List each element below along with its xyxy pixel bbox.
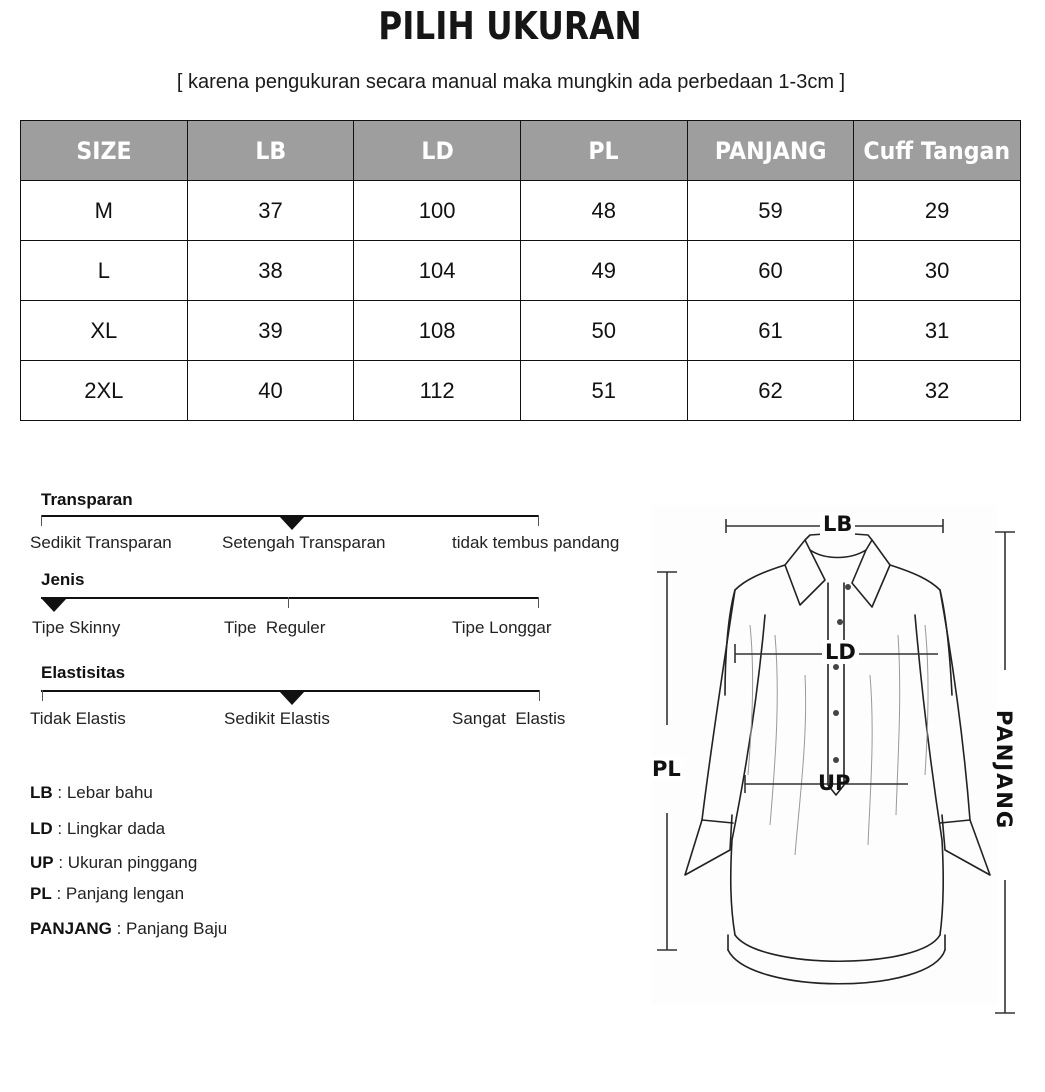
size-table: [20, 120, 1021, 421]
legend-desc: : Lebar bahu: [52, 783, 153, 802]
column-header-pl: PL: [520, 121, 687, 181]
dimension-label-lb: LB: [820, 512, 855, 536]
scale-line: [41, 597, 539, 599]
scale-tick: [539, 690, 540, 701]
dimension-label-pl: PL: [649, 757, 684, 781]
scale-tick: [288, 597, 289, 608]
cell-ld: 104: [354, 241, 521, 301]
column-header-lb: LB: [187, 121, 354, 181]
measurement-note: [ karena pengukuran secara manual maka mungkin ada perbedaan 1-3cm ]: [176, 71, 846, 93]
cell-size: M: [21, 181, 188, 241]
selected-marker-icon: [279, 691, 305, 705]
dimension-label-up: UP: [818, 771, 851, 795]
scale-tick: [42, 690, 43, 701]
column-header-ld: LD: [354, 121, 521, 181]
table-row: [21, 361, 1021, 421]
selected-marker-icon: [279, 516, 305, 530]
table-header-row: [21, 121, 1021, 181]
cell-cuff: 30: [854, 241, 1021, 301]
legend-desc: : Ukuran pinggang: [53, 853, 198, 872]
cell-lb: 39: [187, 301, 354, 361]
cell-lb: 38: [187, 241, 354, 301]
scale-option-selected: Setengah Transparan: [222, 533, 386, 552]
cell-pl: 48: [520, 181, 687, 241]
legend-abbr: PANJANG: [30, 919, 112, 938]
scale-option: tidak tembus pandang: [452, 533, 620, 552]
legend-abbr: UP: [30, 853, 54, 872]
cell-ld: 112: [354, 361, 521, 421]
scale-option: Sangat Elastis: [452, 709, 566, 728]
scale-option: Tidak Elastis: [30, 709, 126, 728]
page-title: PILIH UKURAN: [378, 4, 642, 48]
cell-panjang: 62: [687, 361, 854, 421]
cell-size: L: [21, 241, 188, 301]
table-row: [21, 241, 1021, 301]
scale-tick: [538, 515, 539, 526]
legend-item-lb: [30, 783, 153, 803]
column-header-cuff-tangan: Cuff Tangan: [854, 121, 1021, 181]
legend-abbr: PL: [30, 884, 52, 903]
dimension-label-ld: LD: [822, 640, 859, 664]
legend-desc: : Panjang Baju: [111, 919, 228, 938]
cell-size: 2XL: [21, 361, 188, 421]
shirt-illustration-icon: [640, 495, 1045, 1040]
legend-abbr: LD: [30, 819, 53, 838]
scale-option: Sedikit Transparan: [30, 533, 172, 552]
scale-option-selected: Sedikit Elastis: [224, 709, 330, 728]
column-header-panjang: PANJANG: [687, 121, 854, 181]
table-row: [21, 301, 1021, 361]
legend-abbr: LB: [30, 783, 53, 802]
cell-pl: 51: [520, 361, 687, 421]
scale-title: Jenis: [41, 570, 85, 589]
legend-item-pl: [30, 884, 184, 904]
cell-pl: 50: [520, 301, 687, 361]
scale-tick: [538, 597, 539, 608]
legend-desc: : Lingkar dada: [52, 819, 166, 838]
cell-ld: 108: [354, 301, 521, 361]
scale-tick: [41, 515, 42, 526]
cell-pl: 49: [520, 241, 687, 301]
cell-cuff: 29: [854, 181, 1021, 241]
scale-option: Tipe Longgar: [452, 618, 552, 637]
dimension-label-panjang: PANJANG: [992, 710, 1016, 831]
cell-ld: 100: [354, 181, 521, 241]
legend-item-ld: [30, 819, 165, 839]
cell-size: XL: [21, 301, 188, 361]
shirt-diagram: [640, 495, 1045, 1040]
cell-lb: 37: [187, 181, 354, 241]
cell-panjang: 59: [687, 181, 854, 241]
scale-title: Transparan: [41, 490, 133, 509]
selected-marker-icon: [41, 598, 67, 612]
column-header-size: SIZE: [21, 121, 188, 181]
legend-desc: : Panjang lengan: [51, 884, 185, 903]
cell-panjang: 60: [687, 241, 854, 301]
cell-cuff: 32: [854, 361, 1021, 421]
legend-item-panjang: [30, 919, 227, 939]
scale-option: Tipe Reguler: [224, 618, 326, 637]
scale-option-selected: Tipe Skinny: [32, 618, 121, 637]
legend-item-up: [30, 853, 197, 873]
cell-lb: 40: [187, 361, 354, 421]
cell-panjang: 61: [687, 301, 854, 361]
cell-cuff: 31: [854, 301, 1021, 361]
table-row: [21, 181, 1021, 241]
scale-title: Elastisitas: [41, 663, 126, 682]
